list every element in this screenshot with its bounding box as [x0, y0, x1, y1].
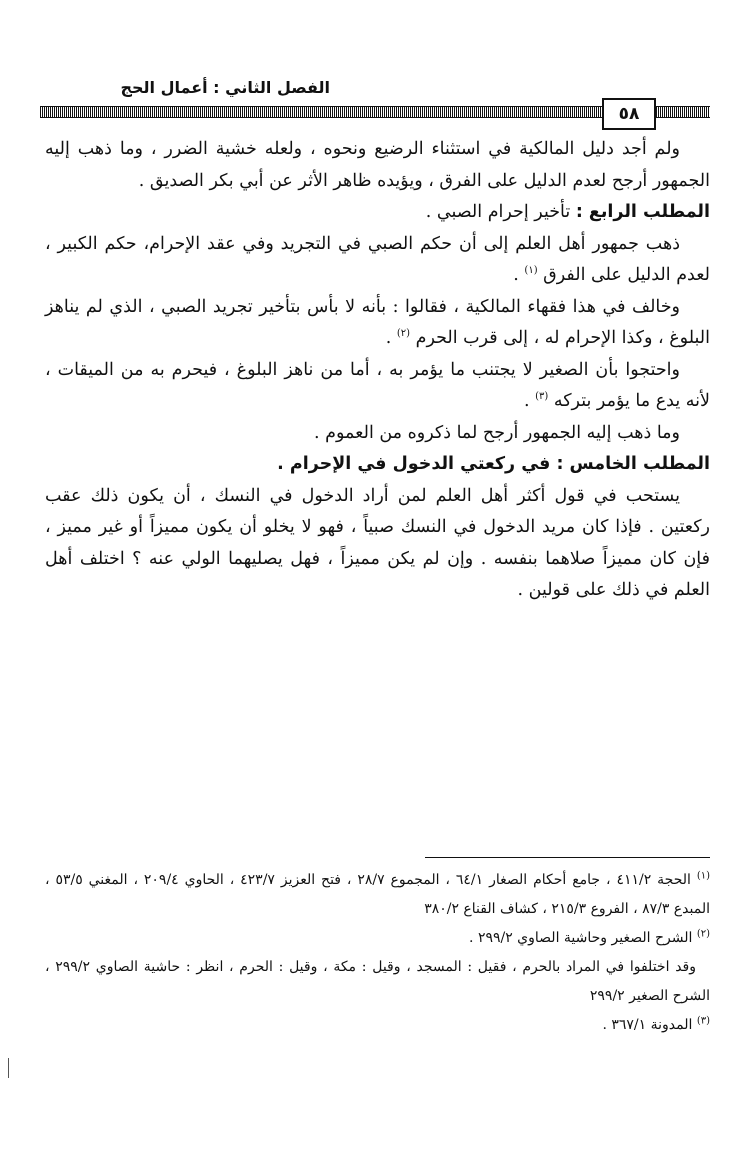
footnote-ref-2: (٢) — [396, 328, 411, 340]
footnote-separator — [425, 857, 710, 858]
section-heading-4 — [45, 197, 710, 229]
paragraph-4-text: واحتجوا بأن الصغير لا يجتنب ما يؤمر به ، أما من ناهز البلوغ ، فيحرم به من الميقات ، لأنه يدع ما يؤمر بتركه — [45, 359, 710, 411]
paragraph-3-end: . — [385, 328, 397, 348]
section-heading-4-label: المطلب الرابع : — [575, 202, 710, 222]
page-number: ٥٨ — [602, 98, 656, 130]
footnote-3 — [45, 1011, 710, 1040]
paragraph-1: ولم أجد دليل المالكية في استثناء الرضيع ونحوه ، ولعله خشية الضرر ، وما ذهب إليه الجمهور أرجح لعدم الدليل على الفرق ، ويؤيده ظاهر الأثر عن أبي بكر الصديق . — [45, 139, 710, 191]
footnote-2 — [45, 924, 710, 953]
footnote-2-continuation: وقد اختلفوا في المراد بالحرم ، فقيل : المسجد ، وقيل : مكة ، وقيل : الحرم ، انظر : حاشية الصاوي ٢٩٩/٢ ، الشرح الصغير ٢٩٩/٢ — [45, 959, 710, 1004]
paragraph-2 — [45, 229, 710, 292]
paragraph-3 — [45, 292, 710, 355]
footnote-1 — [45, 866, 710, 924]
paragraph-5: وما ذهب إليه الجمهور أرجح لما ذكروه من العموم . — [314, 422, 680, 443]
section-heading-5: المطلب الخامس : في ركعتي الدخول في الإحرام . — [277, 454, 710, 474]
paragraph-2-end: . — [513, 265, 525, 285]
footnote-3-marker: (٣) — [696, 1015, 710, 1027]
footnote-2-marker: (٢) — [696, 928, 710, 940]
footnote-2-text: الشرح الصغير وحاشية الصاوي ٢٩٩/٢ . — [469, 930, 697, 946]
margin-mark — [8, 1058, 9, 1078]
footnote-3-text: المدونة ٣٦٧/١ . — [602, 1017, 697, 1033]
paragraph-6: يستحب في قول أكثر أهل العلم لمن أراد الدخول في النسك ، أن يكون ذلك عقب ركعتين . فإذا كان مريد الدخول في النسك صبياً ، فهو لا يخلو أن يكون مميزاً أو غير مميز ، فإن كان مميزاً صلاهما بنفسه . وإن لم يكن مميزاً ، فهل يصليهما الولي عنه ؟ اختلف أهل العلم في ذلك على قولين . — [45, 485, 710, 600]
paragraph-4 — [45, 355, 710, 418]
footnotes — [45, 866, 710, 1040]
paragraph-3-text: وخالف في هذا فقهاء المالكية ، فقالوا : بأنه لا بأس بتأخير تجريد الصبي ، الذي لم يناهز البلوغ ، وكذا الإحرام له ، إلى قرب الحرم — [45, 296, 710, 348]
footnote-1-text: الحجة ٤١١/٢ ، جامع أحكام الصغار ٦٤/١ ، المجموع ٢٨/٧ ، فتح العزيز ٤٢٣/٧ ، الحاوي ٢٠٩/٤ ، المغني ٥٣/٥ ، المبدع ٨٧/٣ ، الفروع ٢١٥/٣ ، كشاف القناع ٣٨٠/٢ — [45, 872, 710, 917]
main-text — [45, 134, 710, 607]
footnote-ref-1: (١) — [524, 265, 538, 277]
footnote-ref-3: (٣) — [535, 391, 549, 403]
paragraph-4-end: . — [523, 391, 536, 411]
section-heading-4-text: تأخير إحرام الصبي . — [425, 202, 576, 222]
paragraph-2-text: ذهب جمهور أهل العلم إلى أن حكم الصبي في التجريد وفي عقد الإحرام، حكم الكبير ، لعدم الدليل على الفرق — [45, 233, 710, 285]
footnote-1-marker: (١) — [696, 870, 710, 882]
chapter-title: الفصل الثاني : أعمال الحج — [120, 78, 330, 97]
